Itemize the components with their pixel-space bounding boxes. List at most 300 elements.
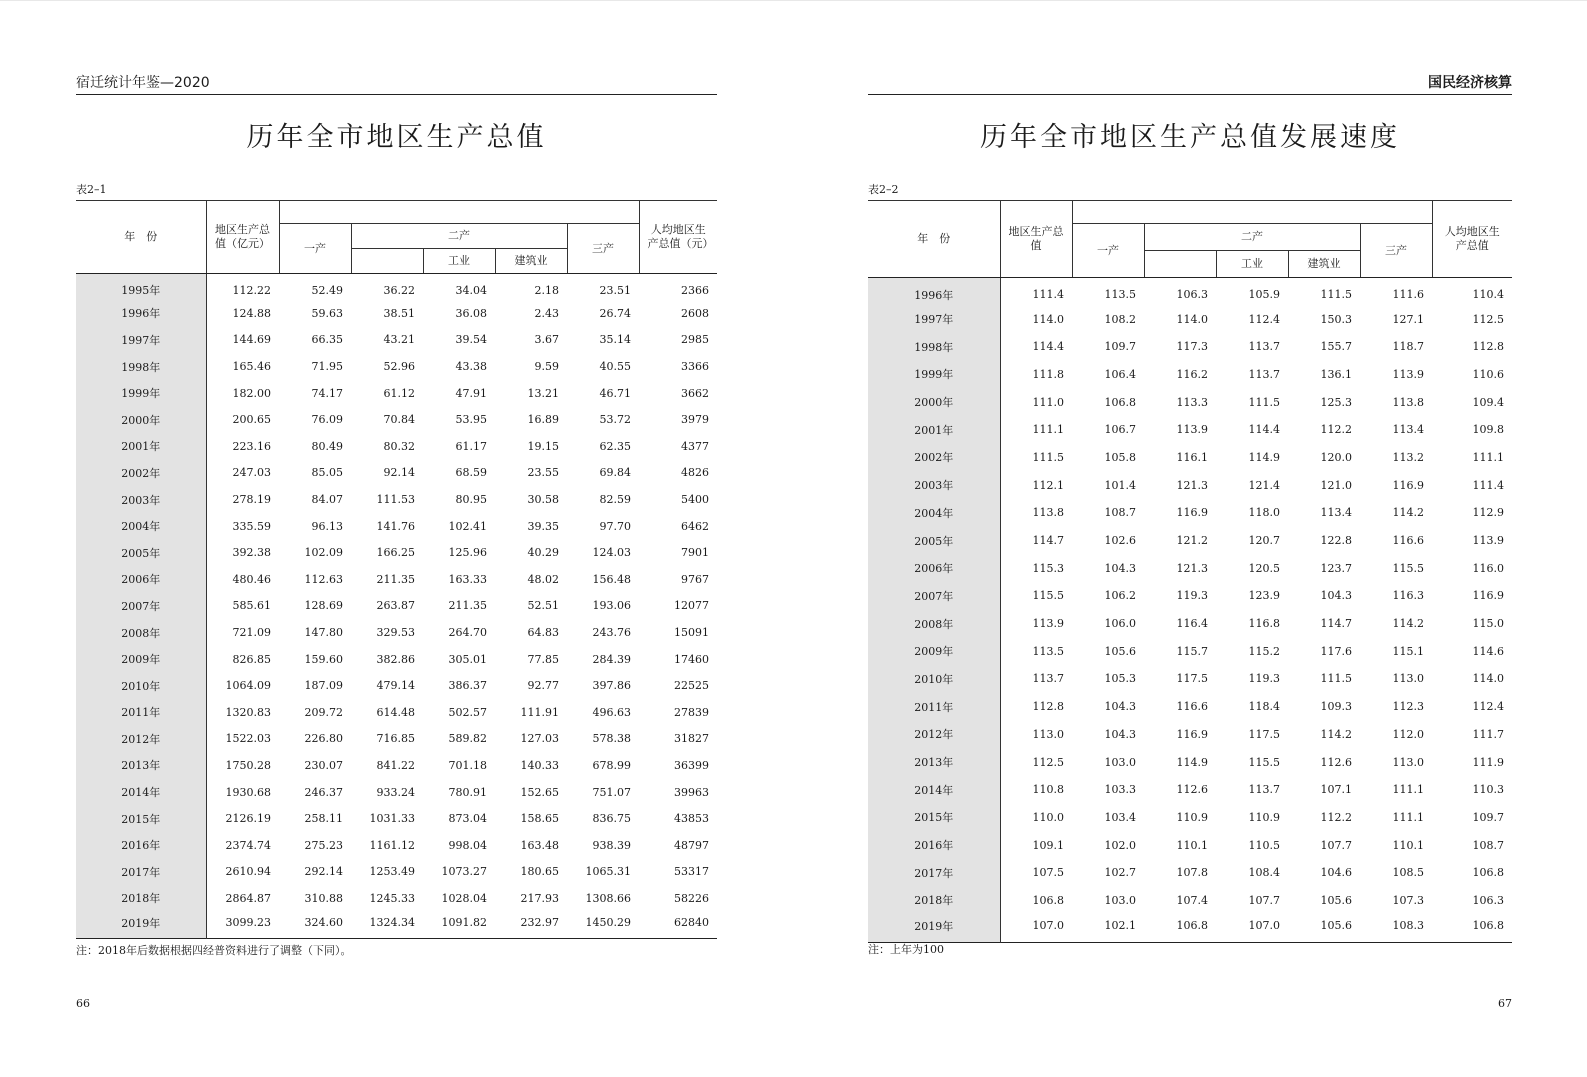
- cell-tertiary: 496.63: [592, 705, 631, 719]
- gdp-growth-table: [868, 200, 1512, 943]
- cell-per-capita: 115.0: [1472, 617, 1504, 631]
- header-construction: 建筑业: [1288, 251, 1360, 278]
- cell-tertiary: 397.86: [592, 679, 631, 693]
- cell-gdp: 112.8: [1032, 700, 1064, 714]
- cell-construction: 152.65: [520, 785, 559, 799]
- cell-tertiary: 112.3: [1392, 700, 1424, 714]
- cell-per-capita: 2608: [681, 306, 709, 320]
- cell-secondary: 116.6: [1176, 700, 1208, 714]
- cell-primary: 71.95: [311, 360, 343, 374]
- cell-year: 2011年: [868, 693, 1000, 721]
- cell-primary: 106.2: [1104, 589, 1136, 603]
- cell-secondary: 1161.12: [369, 838, 415, 852]
- cell-gdp: 115.5: [1032, 589, 1064, 603]
- page-number-right: 67: [1498, 997, 1512, 1010]
- cell-gdp: 107.0: [1032, 919, 1064, 933]
- cell-year: 2019年: [868, 914, 1000, 942]
- cell-year: 2007年: [76, 593, 206, 620]
- table-row: [868, 859, 1512, 887]
- cell-gdp: 115.3: [1032, 561, 1064, 575]
- cell-secondary: 112.6: [1176, 783, 1208, 797]
- cell-year: 2008年: [868, 610, 1000, 638]
- cell-construction: 232.97: [520, 916, 559, 930]
- cell-year: 1997年: [868, 305, 1000, 333]
- cell-per-capita: 2985: [681, 333, 709, 347]
- cell-secondary: 43.21: [383, 333, 415, 347]
- cell-tertiary: 46.71: [599, 386, 631, 400]
- cell-tertiary: 1450.29: [585, 916, 631, 930]
- cell-tertiary: 114.2: [1392, 617, 1424, 631]
- cell-year: 1999年: [868, 361, 1000, 389]
- table-row: [76, 460, 717, 487]
- cell-per-capita: 22525: [674, 679, 709, 693]
- cell-per-capita: 110.6: [1472, 367, 1504, 381]
- header-year: 年 份: [76, 201, 206, 274]
- cell-gdp: 111.1: [1032, 423, 1064, 437]
- cell-secondary: 121.3: [1176, 561, 1208, 575]
- table-number-right: 表2–2: [868, 183, 899, 196]
- cell-year: 1998年: [868, 333, 1000, 361]
- cell-per-capita: 111.4: [1472, 478, 1504, 492]
- cell-gdp: 113.7: [1032, 672, 1064, 686]
- cell-per-capita: 7901: [681, 546, 709, 560]
- table-row: [868, 582, 1512, 610]
- cell-gdp: 278.19: [232, 493, 271, 507]
- cell-secondary: 114.9: [1176, 755, 1208, 769]
- cell-gdp: 585.61: [232, 599, 271, 613]
- cell-secondary: 113.3: [1176, 395, 1208, 409]
- table-row: [76, 274, 717, 301]
- cell-gdp: 111.4: [1032, 288, 1064, 302]
- cell-tertiary: 113.4: [1392, 423, 1424, 437]
- cell-secondary: 116.2: [1176, 367, 1208, 381]
- cell-gdp: 107.5: [1032, 866, 1064, 880]
- cell-gdp: 111.5: [1032, 450, 1064, 464]
- cell-primary: 112.63: [304, 572, 343, 586]
- table-title-left: 历年全市地区生产总值: [246, 122, 547, 153]
- cell-year: 2013年: [76, 752, 206, 779]
- cell-primary: 102.6: [1104, 534, 1136, 548]
- table-row: [76, 406, 717, 433]
- table-row: [868, 721, 1512, 749]
- cell-industry: 113.7: [1248, 340, 1280, 354]
- cell-per-capita: 15091: [674, 626, 709, 640]
- cell-industry: 117.5: [1248, 727, 1280, 741]
- cell-gdp: 106.8: [1032, 893, 1064, 907]
- cell-gdp: 1522.03: [225, 732, 271, 746]
- cell-tertiary: 578.38: [592, 732, 631, 746]
- cell-per-capita: 106.3: [1472, 893, 1504, 907]
- cell-gdp: 112.5: [1032, 755, 1064, 769]
- cell-industry: 107.7: [1248, 893, 1280, 907]
- cell-secondary: 117.5: [1176, 672, 1208, 686]
- cell-industry: 68.59: [455, 466, 487, 480]
- cell-construction: 136.1: [1320, 367, 1352, 381]
- cell-secondary: 52.96: [383, 360, 415, 374]
- cell-industry: 114.9: [1248, 450, 1280, 464]
- header-year: 年 份: [868, 201, 1000, 278]
- cell-per-capita: 114.0: [1472, 672, 1504, 686]
- cell-construction: 121.0: [1320, 478, 1352, 492]
- cell-per-capita: 108.7: [1472, 838, 1504, 852]
- cell-per-capita: 2366: [681, 283, 709, 297]
- cell-secondary: 92.14: [383, 466, 415, 480]
- table-row: [868, 471, 1512, 499]
- cell-gdp: 124.88: [232, 306, 271, 320]
- cell-secondary: 114.0: [1176, 312, 1208, 326]
- cell-primary: 101.4: [1104, 478, 1136, 492]
- header-blank: [279, 201, 639, 224]
- cell-tertiary: 243.76: [592, 626, 631, 640]
- cell-construction: 77.85: [527, 652, 559, 666]
- header-primary: 一产: [1072, 224, 1144, 278]
- cell-tertiary: 115.5: [1392, 561, 1424, 575]
- cell-secondary: 113.9: [1176, 423, 1208, 437]
- cell-industry: 43.38: [455, 360, 487, 374]
- header-gdp: 地区生产总值（亿元）: [206, 201, 279, 274]
- cell-year: 2008年: [76, 619, 206, 646]
- cell-gdp: 721.09: [232, 626, 271, 640]
- cell-year: 2004年: [868, 499, 1000, 527]
- table-number-left: 表2–1: [76, 183, 107, 196]
- cell-tertiary: 113.8: [1392, 395, 1424, 409]
- table-row: [76, 726, 717, 753]
- cell-year: 2009年: [76, 646, 206, 673]
- table-row: [868, 693, 1512, 721]
- cell-tertiary: 40.55: [599, 360, 631, 374]
- cell-secondary: 38.51: [383, 306, 415, 320]
- cell-year: 1995年: [76, 274, 206, 301]
- gdp-table-body: [76, 274, 717, 939]
- cell-tertiary: 193.06: [592, 599, 631, 613]
- cell-year: 2010年: [76, 672, 206, 699]
- header-construction: 建筑业: [495, 249, 567, 274]
- cell-construction: 117.6: [1320, 644, 1352, 658]
- cell-year: 2017年: [868, 859, 1000, 887]
- cell-primary: 226.80: [304, 732, 343, 746]
- cell-year: 2016年: [868, 831, 1000, 859]
- table-row: [868, 914, 1512, 942]
- cell-industry: 113.7: [1248, 367, 1280, 381]
- cell-construction: 105.6: [1320, 919, 1352, 933]
- cell-primary: 102.09: [304, 546, 343, 560]
- cell-industry: 1073.27: [441, 865, 487, 879]
- cell-gdp: 144.69: [232, 333, 271, 347]
- cell-industry: 102.41: [448, 519, 487, 533]
- cell-year: 2011年: [76, 699, 206, 726]
- cell-primary: 102.7: [1104, 866, 1136, 880]
- cell-secondary: 110.9: [1176, 810, 1208, 824]
- cell-per-capita: 39963: [674, 785, 709, 799]
- table-row: [76, 327, 717, 354]
- cell-industry: 123.9: [1248, 589, 1280, 603]
- cell-primary: 106.4: [1104, 367, 1136, 381]
- table-row: [868, 637, 1512, 665]
- cell-construction: 112.2: [1320, 810, 1352, 824]
- cell-tertiary: 284.39: [592, 652, 631, 666]
- cell-primary: 258.11: [304, 812, 343, 826]
- cell-per-capita: 17460: [674, 652, 709, 666]
- cell-secondary: 110.1: [1176, 838, 1208, 852]
- cell-industry: 121.4: [1248, 478, 1280, 492]
- cell-tertiary: 751.07: [592, 785, 631, 799]
- left-page: [76, 0, 717, 1077]
- table-row: [76, 699, 717, 726]
- cell-tertiary: 111.1: [1392, 810, 1424, 824]
- cell-primary: 102.1: [1104, 919, 1136, 933]
- table-row: [76, 832, 717, 859]
- cell-industry: 47.91: [455, 386, 487, 400]
- cell-secondary: 841.22: [376, 758, 415, 772]
- cell-year: 2012年: [868, 721, 1000, 749]
- cell-primary: 106.7: [1104, 423, 1136, 437]
- cell-tertiary: 678.99: [592, 758, 631, 772]
- cell-secondary: 116.9: [1176, 506, 1208, 520]
- cell-year: 2010年: [868, 665, 1000, 693]
- cell-secondary: 121.3: [1176, 478, 1208, 492]
- cell-per-capita: 111.7: [1472, 727, 1504, 741]
- cell-primary: 324.60: [304, 916, 343, 930]
- cell-construction: 2.43: [534, 306, 559, 320]
- cell-industry: 116.8: [1248, 617, 1280, 631]
- cell-construction: 23.55: [527, 466, 559, 480]
- cell-tertiary: 1065.31: [585, 865, 631, 879]
- cell-gdp: 2864.87: [225, 891, 271, 905]
- cell-gdp: 223.16: [232, 439, 271, 453]
- cell-construction: 64.83: [527, 626, 559, 640]
- cell-primary: 102.0: [1104, 838, 1136, 852]
- cell-construction: 114.2: [1320, 727, 1352, 741]
- cell-construction: 39.35: [527, 519, 559, 533]
- cell-gdp: 1930.68: [225, 785, 271, 799]
- cell-per-capita: 114.6: [1472, 644, 1504, 658]
- cell-gdp: 2610.94: [225, 865, 271, 879]
- cell-primary: 85.05: [311, 466, 343, 480]
- cell-construction: 107.7: [1320, 838, 1352, 852]
- cell-per-capita: 36399: [674, 758, 709, 772]
- table-row: [868, 333, 1512, 361]
- cell-industry: 110.9: [1248, 810, 1280, 824]
- cell-primary: 104.3: [1104, 561, 1136, 575]
- cell-secondary: 479.14: [376, 679, 415, 693]
- cell-tertiary: 111.6: [1392, 288, 1424, 302]
- cell-primary: 105.6: [1104, 644, 1136, 658]
- cell-industry: 118.4: [1248, 700, 1280, 714]
- cell-tertiary: 116.3: [1392, 589, 1424, 603]
- cell-construction: 104.6: [1320, 866, 1352, 880]
- cell-gdp: 112.22: [232, 283, 271, 297]
- cell-per-capita: 110.3: [1472, 783, 1504, 797]
- cell-primary: 159.60: [304, 652, 343, 666]
- cell-year: 1997年: [76, 327, 206, 354]
- cell-primary: 80.49: [311, 439, 343, 453]
- cell-per-capita: 116.0: [1472, 561, 1504, 575]
- cell-primary: 106.8: [1104, 395, 1136, 409]
- cell-industry: 108.4: [1248, 866, 1280, 880]
- cell-gdp: 480.46: [232, 572, 271, 586]
- table-row: [868, 527, 1512, 555]
- cell-tertiary: 115.1: [1392, 644, 1424, 658]
- cell-gdp: 392.38: [232, 546, 271, 560]
- cell-secondary: 1245.33: [369, 891, 415, 905]
- cell-year: 2014年: [868, 776, 1000, 804]
- cell-primary: 292.14: [304, 865, 343, 879]
- cell-per-capita: 106.8: [1472, 919, 1504, 933]
- cell-year: 2000年: [76, 406, 206, 433]
- cell-year: 2002年: [76, 460, 206, 487]
- header-industry: 工业: [1216, 251, 1288, 278]
- table-row: [868, 361, 1512, 389]
- table-row: [868, 305, 1512, 333]
- gdp-table: [76, 200, 717, 939]
- cell-secondary: 1031.33: [369, 812, 415, 826]
- cell-primary: 230.07: [304, 758, 343, 772]
- cell-year: 2001年: [868, 416, 1000, 444]
- cell-construction: 2.18: [534, 283, 559, 297]
- cell-per-capita: 3979: [681, 413, 709, 427]
- cell-year: 2004年: [76, 513, 206, 540]
- cell-industry: 110.5: [1248, 838, 1280, 852]
- cell-primary: 103.0: [1104, 893, 1136, 907]
- cell-gdp: 110.0: [1032, 810, 1064, 824]
- cell-industry: 305.01: [448, 652, 487, 666]
- cell-per-capita: 111.9: [1472, 755, 1504, 769]
- cell-secondary: 80.32: [383, 439, 415, 453]
- cell-industry: 386.37: [448, 679, 487, 693]
- cell-secondary: 106.3: [1176, 288, 1208, 302]
- cell-primary: 59.63: [311, 306, 343, 320]
- cell-primary: 108.7: [1104, 506, 1136, 520]
- cell-secondary: 116.1: [1176, 450, 1208, 464]
- cell-secondary: 166.25: [376, 546, 415, 560]
- cell-industry: 53.95: [455, 413, 487, 427]
- cell-industry: 115.2: [1248, 644, 1280, 658]
- cell-secondary: 115.7: [1176, 644, 1208, 658]
- table-row: [868, 499, 1512, 527]
- cell-year: 2015年: [76, 805, 206, 832]
- cell-tertiary: 97.70: [599, 519, 631, 533]
- cell-construction: 180.65: [520, 865, 559, 879]
- table-row: [76, 300, 717, 327]
- header-secondary-blank: [351, 249, 423, 274]
- cell-secondary: 36.22: [383, 283, 415, 297]
- cell-year: 2005年: [76, 539, 206, 566]
- cell-industry: 115.5: [1248, 755, 1280, 769]
- cell-primary: 275.23: [304, 838, 343, 852]
- cell-tertiary: 156.48: [592, 572, 631, 586]
- cell-secondary: 1324.34: [369, 916, 415, 930]
- cell-tertiary: 107.3: [1392, 893, 1424, 907]
- table-row: [76, 593, 717, 620]
- cell-tertiary: 35.14: [599, 333, 631, 347]
- cell-secondary: 119.3: [1176, 589, 1208, 603]
- cell-per-capita: 27839: [674, 705, 709, 719]
- cell-industry: 873.04: [448, 812, 487, 826]
- cell-construction: 30.58: [527, 493, 559, 507]
- cell-industry: 211.35: [448, 599, 487, 613]
- cell-construction: 52.51: [527, 599, 559, 613]
- cell-construction: 109.3: [1320, 700, 1352, 714]
- cell-year: 2018年: [868, 887, 1000, 915]
- cell-year: 2006年: [868, 554, 1000, 582]
- cell-secondary: 107.8: [1176, 866, 1208, 880]
- cell-per-capita: 112.4: [1472, 700, 1504, 714]
- table-row: [76, 912, 717, 939]
- cell-secondary: 141.76: [376, 519, 415, 533]
- cell-tertiary: 23.51: [599, 283, 631, 297]
- cell-tertiary: 111.1: [1392, 783, 1424, 797]
- cell-gdp: 111.0: [1032, 395, 1064, 409]
- cell-construction: 123.7: [1320, 561, 1352, 575]
- cell-industry: 112.4: [1248, 312, 1280, 326]
- cell-secondary: 116.9: [1176, 727, 1208, 741]
- table-row: [76, 805, 717, 832]
- cell-gdp: 114.0: [1032, 312, 1064, 326]
- running-head-right: 国民经济核算: [868, 74, 1512, 95]
- cell-secondary: 329.53: [376, 626, 415, 640]
- cell-year: 2012年: [76, 726, 206, 753]
- table-row: [76, 539, 717, 566]
- cell-tertiary: 113.0: [1392, 755, 1424, 769]
- table-row: [76, 885, 717, 912]
- cell-year: 2016年: [76, 832, 206, 859]
- cell-tertiary: 127.1: [1392, 312, 1424, 326]
- cell-primary: 310.88: [304, 891, 343, 905]
- cell-industry: 701.18: [448, 758, 487, 772]
- cell-industry: 107.0: [1248, 919, 1280, 933]
- cell-gdp: 112.1: [1032, 478, 1064, 492]
- cell-secondary: 211.35: [376, 572, 415, 586]
- cell-per-capita: 62840: [674, 916, 709, 930]
- cell-industry: 589.82: [448, 732, 487, 746]
- cell-gdp: 1064.09: [225, 679, 271, 693]
- table-row: [868, 554, 1512, 582]
- cell-per-capita: 113.9: [1472, 534, 1504, 548]
- cell-per-capita: 4377: [681, 439, 709, 453]
- cell-construction: 217.93: [520, 891, 559, 905]
- cell-industry: 780.91: [448, 785, 487, 799]
- cell-gdp: 1320.83: [225, 705, 271, 719]
- header-secondary-blank: [1144, 251, 1216, 278]
- cell-secondary: 117.3: [1176, 340, 1208, 354]
- cell-primary: 209.72: [304, 705, 343, 719]
- table-row: [868, 776, 1512, 804]
- cell-industry: 36.08: [455, 306, 487, 320]
- table-row: [76, 353, 717, 380]
- cell-secondary: 61.12: [383, 386, 415, 400]
- cell-primary: 52.49: [311, 283, 343, 297]
- header-tertiary: 三产: [567, 224, 639, 274]
- table-row: [76, 672, 717, 699]
- cell-construction: 9.59: [534, 360, 559, 374]
- cell-primary: 104.3: [1104, 727, 1136, 741]
- table-row: [76, 859, 717, 886]
- cell-gdp: 826.85: [232, 652, 271, 666]
- cell-year: 2015年: [868, 804, 1000, 832]
- cell-year: 2005年: [868, 527, 1000, 555]
- cell-year: 2019年: [76, 912, 206, 939]
- cell-industry: 34.04: [455, 283, 487, 297]
- cell-construction: 13.21: [527, 386, 559, 400]
- table-row: [76, 619, 717, 646]
- cell-tertiary: 114.2: [1392, 506, 1424, 520]
- cell-construction: 111.91: [520, 705, 559, 719]
- cell-per-capita: 58226: [674, 891, 709, 905]
- cell-primary: 84.07: [311, 493, 343, 507]
- cell-per-capita: 53317: [674, 865, 709, 879]
- cell-year: 2017年: [76, 859, 206, 886]
- cell-tertiary: 26.74: [599, 306, 631, 320]
